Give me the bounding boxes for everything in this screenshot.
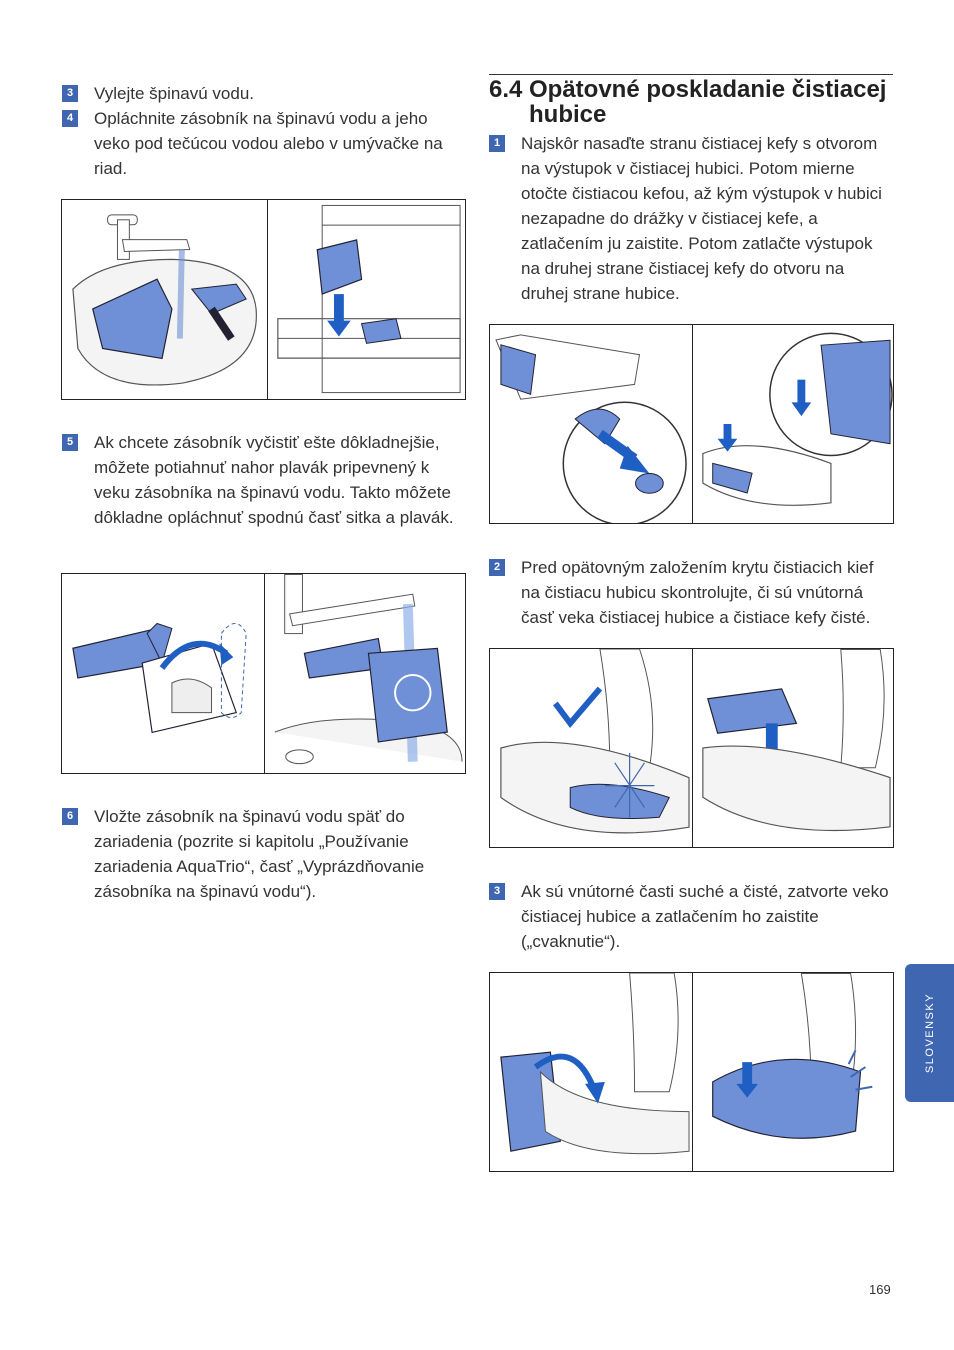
illustration-pull-float — [62, 574, 264, 773]
illustration-close-lid — [489, 972, 894, 1172]
step-text: Pred opätovným založením krytu čistiacich kief na čistiacu hubicu skontrolujte, či sú vnútorná časť veka čistiacej hubice a čistiace kefy čisté. — [521, 558, 874, 627]
step-1-right — [489, 131, 893, 306]
illustration-dishwasher — [267, 200, 465, 399]
step-number-badge: 3 — [489, 883, 505, 900]
illustration-close-rotate — [490, 973, 692, 1171]
step-text: Ak chcete zásobník vyčistiť ešte dôkladnejšie, môžete potiahnuť nahor plavák pripevnený k veku zásobníka na špinavú vodu. Takto môžete dôkladne opláchnuť spodnú časť sitka a plavák. — [94, 433, 454, 527]
step-5-left — [62, 430, 466, 530]
section-heading — [489, 77, 893, 127]
illustration-rinse-float — [264, 574, 465, 773]
illustration-brush-insert — [490, 325, 692, 523]
page-number: 169 — [869, 1282, 891, 1297]
illustration-rinse-under-tap — [62, 200, 267, 399]
illustration-clean-check — [490, 649, 692, 847]
step-number-badge: 4 — [62, 110, 78, 127]
step-text: Najskôr nasaďte stranu čistiacej kefy s otvorom na výstupok v čistiacej hubici. Potom mierne otočte čistiacou kefou, až kým výstupok v hubici nezapadne do drážky v čistiacej kefe, a zatlačením ju zaistite. Potom zatlačte výstupok na druhej strane čistiacej kefy do otvoru na druhej strane hubice. — [521, 134, 882, 303]
step-number-badge: 5 — [62, 434, 78, 451]
illustration-float-rinse — [61, 573, 466, 774]
step-6-left — [62, 804, 466, 904]
step-3-right — [489, 879, 893, 954]
section-title: Opätovné poskladanie čistiacej hubice — [529, 76, 887, 128]
step-text: Ak sú vnútorné časti suché a čisté, zatvorte veko čistiacej hubice a zatlačením ho zaistite („cvaknutie“). — [521, 882, 889, 951]
language-label: SLOVENSKY — [923, 992, 936, 1074]
illustration-place-cover — [692, 649, 893, 847]
illustration-attach-brush — [489, 324, 894, 524]
step-4-left — [62, 106, 466, 181]
step-text: Opláchnite zásobník na špinavú vodu a jeho veko pod tečúcou vodou alebo v umývačke na riad. — [94, 109, 443, 178]
section-rule — [489, 74, 893, 75]
step-number-badge: 3 — [62, 85, 78, 102]
language-side-tab — [905, 964, 954, 1102]
step-number-badge: 1 — [489, 135, 505, 152]
illustration-check-clean — [489, 648, 894, 848]
step-text: Vylejte špinavú vodu. — [94, 84, 255, 103]
section-number: 6.4 — [489, 76, 523, 103]
step-text: Vložte zásobník na špinavú vodu späť do zariadenia (pozrite si kapitolu „Používanie zariadenia AquaTrio“, časť „Vyprázdňovanie zásobníka na špinavú vodu“). — [94, 807, 425, 901]
illustration-rinse-tank — [61, 199, 466, 400]
illustration-click-shut — [692, 973, 893, 1171]
step-3-left — [62, 81, 466, 106]
step-number-badge: 6 — [62, 808, 78, 825]
step-number-badge: 2 — [489, 559, 505, 576]
illustration-brush-click — [692, 325, 893, 523]
step-2-right — [489, 555, 893, 630]
